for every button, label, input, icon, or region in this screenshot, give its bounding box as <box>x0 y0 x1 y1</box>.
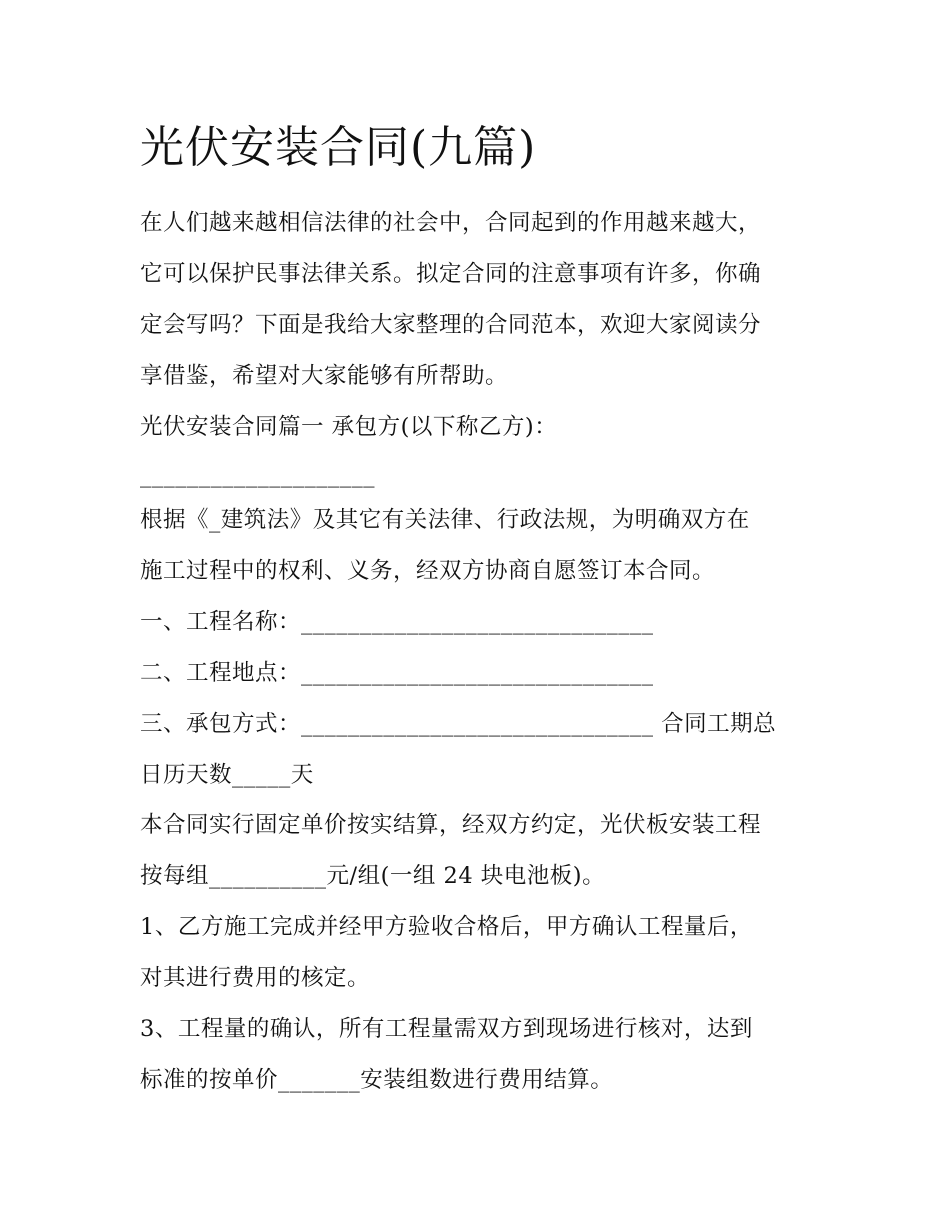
project-location-field: 二、工程地点：______________________________ <box>140 660 654 686</box>
pricing-paragraph-line-1: 本合同实行固定单价按实结算，经双方约定，光伏板安装工程 <box>140 812 762 838</box>
section-heading-contractor: 光伏安装合同篇一 承包方(以下称乙方)： <box>140 414 558 440</box>
contractor-blank-line: ____________________ <box>140 462 375 488</box>
clause-3-line-2: 标准的按单价_______安装组数进行费用结算。 <box>140 1067 614 1093</box>
intro-paragraph-line-2: 它可以保护民事法律关系。拟定合同的注意事项有许多，你确 <box>140 261 762 287</box>
basis-paragraph-line-2: 施工过程中的权利、义务，经双方协商自愿签订本合同。 <box>140 558 716 584</box>
document-title: 光伏安装合同(九篇) <box>140 122 537 173</box>
intro-paragraph-line-1: 在人们越来越相信法律的社会中，合同起到的作用越来越大， <box>140 210 762 236</box>
duration-days-field: 日历天数_____天 <box>140 762 314 788</box>
clause-3-line-1: 3、工程量的确认，所有工程量需双方到现场进行核对，达到 <box>140 1016 753 1042</box>
clause-1-line-1: 1、乙方施工完成并经甲方验收合格后，甲方确认工程量后， <box>140 914 753 940</box>
clause-1-line-2: 对其进行费用的核定。 <box>140 965 371 991</box>
pricing-paragraph-line-2: 按每组__________元/组(一组 24 块电池板)。 <box>140 863 606 889</box>
project-name-field: 一、工程名称：______________________________ <box>140 609 654 635</box>
intro-paragraph-line-4: 享借鉴，希望对大家能够有所帮助。 <box>140 363 509 389</box>
contract-method-field: 三、承包方式：______________________________ 合同工期总 <box>140 711 777 737</box>
intro-paragraph-line-3: 定会写吗？下面是我给大家整理的合同范本，欢迎大家阅读分 <box>140 312 762 338</box>
basis-paragraph-line-1: 根据《_建筑法》及其它有关法律、行政法规，为明确双方在 <box>140 507 750 533</box>
